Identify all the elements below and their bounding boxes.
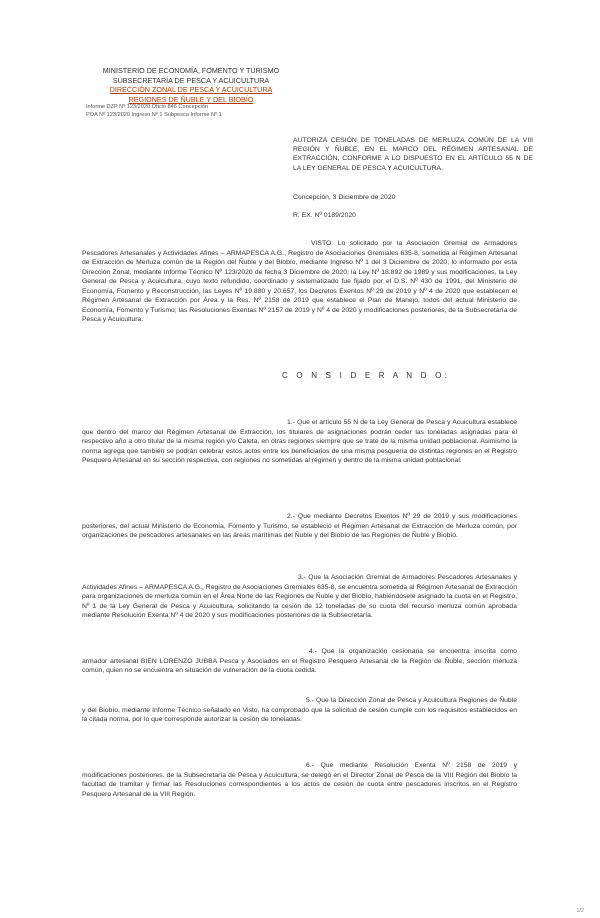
visto-paragraph: VISTO: Lo solicitado por la Asociación Gremial de Armadores Pescadores Artesanales y Actividades Afines – ARMAPESCA A.G., Registro de Asociaciones Gremiales 635-8, sometida al Régimen Artesanal de Extracción de Merluza común de la Región del Ñuble y del Biobío, mediante Ingreso Nº 1 del 3 Diciembre de 2020; lo informado por esta Dirección Zonal, mediante Informe Técnico Nº 123/2020 de fecha 3 Diciembre de 2020; la Ley Nº 18.892 de 1989 y sus modificaciones, la Ley General de Pesca y Acuicultura, cuyo texto refundido, coordinado y sistematizado fue fijado por el D.S. Nº 430 de 1991, del Ministerio de Economía, Fomento y Reconstrucción, las Leyes Nº 19.880 y 20.657, los Decretos Exentos Nº 29 de 2019 y Nº 4 de 2020 que establecen el Régimen Artesanal de Extracción por Área y la Res. Nº 2158 de 2019 que establece el Plan de Manejo, todos del actual Ministerio de Economía, Fomento y Turismo; las Resoluciones Exentas Nº 2157 de 2019 y Nº 4 de 2020 y modificaciones posteriores, de la Subsecretaría de Pesca y Acuicultura. — [82, 240, 517, 323]
resolution-subject: AUTORIZA CESIÓN DE TONELADAS DE MERLUZA COMÚN DE LA VIII REGIÓN Y ÑUBLE, EN EL MARCO DEL RÉGIMEN ARTESANAL DE EXTRACCIÓN, CONFORME A LO DISPUESTO EN EL ARTÍCULO 55 N DE LA LEY GENERAL DE PESCA Y ACUICULTURA. — [293, 137, 533, 172]
page-number: 1/2 — [576, 908, 584, 914]
place-date: Concepción, 3 Diciembre de 2020 — [293, 194, 396, 201]
considerando-6: 6.- Que mediante Resolución Exenta Nº 2158 de 2019 y modificaciones posteriores, de la Subsecretaría de Pesca y Acuicultura, se delegó en el Director Zonal de Pesca de la VIII Región del Biobío la facultad de tramitar y firmar las Resoluciones correspondientes a los actos de cesión de cuota entre pescadores inscritos en el Registro Pesquero Artesanal de la VIII Región. — [82, 762, 517, 798]
zonal-directorate-name: DIRECCIÓN ZONAL DE PESCA Y ACUICULTURA — [109, 85, 273, 95]
considerando-heading: C O N S I D E R A N D O: — [282, 371, 450, 380]
letterhead — [86, 66, 296, 119]
reference-line-2: POA Nº 123/2020 Ingreso Nº 1 Subpesca Informe Nº 1 — [86, 111, 222, 118]
considerando-4: 4.- Que la organización cesionaria se encuentra inscrita como armador artesanal BIEN LORENZO JUBBA Pesca y Asociados en el Registro Pesquero Artesanal de la Región de Ñuble, sección merluza común, quien no se encuentra en situación de vulneración de la cuota cedida. — [82, 648, 517, 674]
undersecretariat-name: SUBSECRETARÍA DE PESCA Y ACUICULTURA — [112, 75, 270, 85]
resolution-number: R. EX. Nº 0189/2020 — [293, 212, 356, 219]
reference-line-1: Informe DZP Nº 123/2020 Oficio 846 Concepción — [86, 104, 208, 111]
regions-name: REGIONES DE ÑUBLE Y DEL BIOBÍO — [128, 94, 254, 104]
considerando-3: 3.- Que la Asociación Gremial de Armadores Pescadores Artesanales y Actividades Afines – ARMAPESCA A.G., Registro de Asociaciones Gremiales 635-8, se encuentra sometida al Régimen Artesanal de Extracción para organizaciones de merluza común en el Área Norte de las Regiones de Ñuble y del Biobío, habiéndosele asignado la cuota en el Registro, Nº 1 de la Ley General de Pesca y Acuicultura, solicitando la cesión de 12 toneladas de su cuota del recurso merluza común aprobada mediante Resolución Exenta Nº 4 de 2020 y sus modificaciones posteriores de la Subsecretaría. — [82, 574, 517, 619]
considerando-1: 1.- Que el artículo 55 N de la Ley General de Pesca y Acuicultura establece que dentro del marco del Régimen Artesanal de Extracción, los titulares de asignaciones podrán ceder las toneladas asignadas para el respectivo año a otro titular de la misma región y/o Caleta, en otras regiones siempre que se trate de la misma unidad poblacional. Asimismo la norma agrega que también se podrán celebrar estos actos entre los beneficiarios de una misma pesquería de distintas regiones en el Registro Pesquero Artesanal en su sección respectiva, con regiones no sometidas al régimen y dentro de la misma unidad poblacional. — [82, 419, 517, 464]
considerando-2: 2.- Que mediante Decretos Exentos Nº 29 de 2019 y sus modificaciones posteriores, del actual Ministerio de Economía, Fomento y Turismo, se estableció el Régimen Artesanal de Extracción de Merluza común, por organizaciones de pescadores artesanales en las áreas marítimas del Ñuble y del Biobío de las Regiones de Ñuble y Biobío. — [82, 513, 517, 539]
ministry-name: MINISTERIO DE ECONOMÍA, FOMENTO Y TURISMO — [102, 66, 280, 75]
considerando-5: 5.- Que la Dirección Zonal de Pesca y Acuicultura Regiones de Ñuble y del Biobío, mediante Informe Técnico señalado en Visto, ha comprobado que la solicitud de cesión cumple con los requisitos establecidos en la citada norma, por lo que corresponde autorizar la cesión de toneladas. — [82, 697, 517, 723]
